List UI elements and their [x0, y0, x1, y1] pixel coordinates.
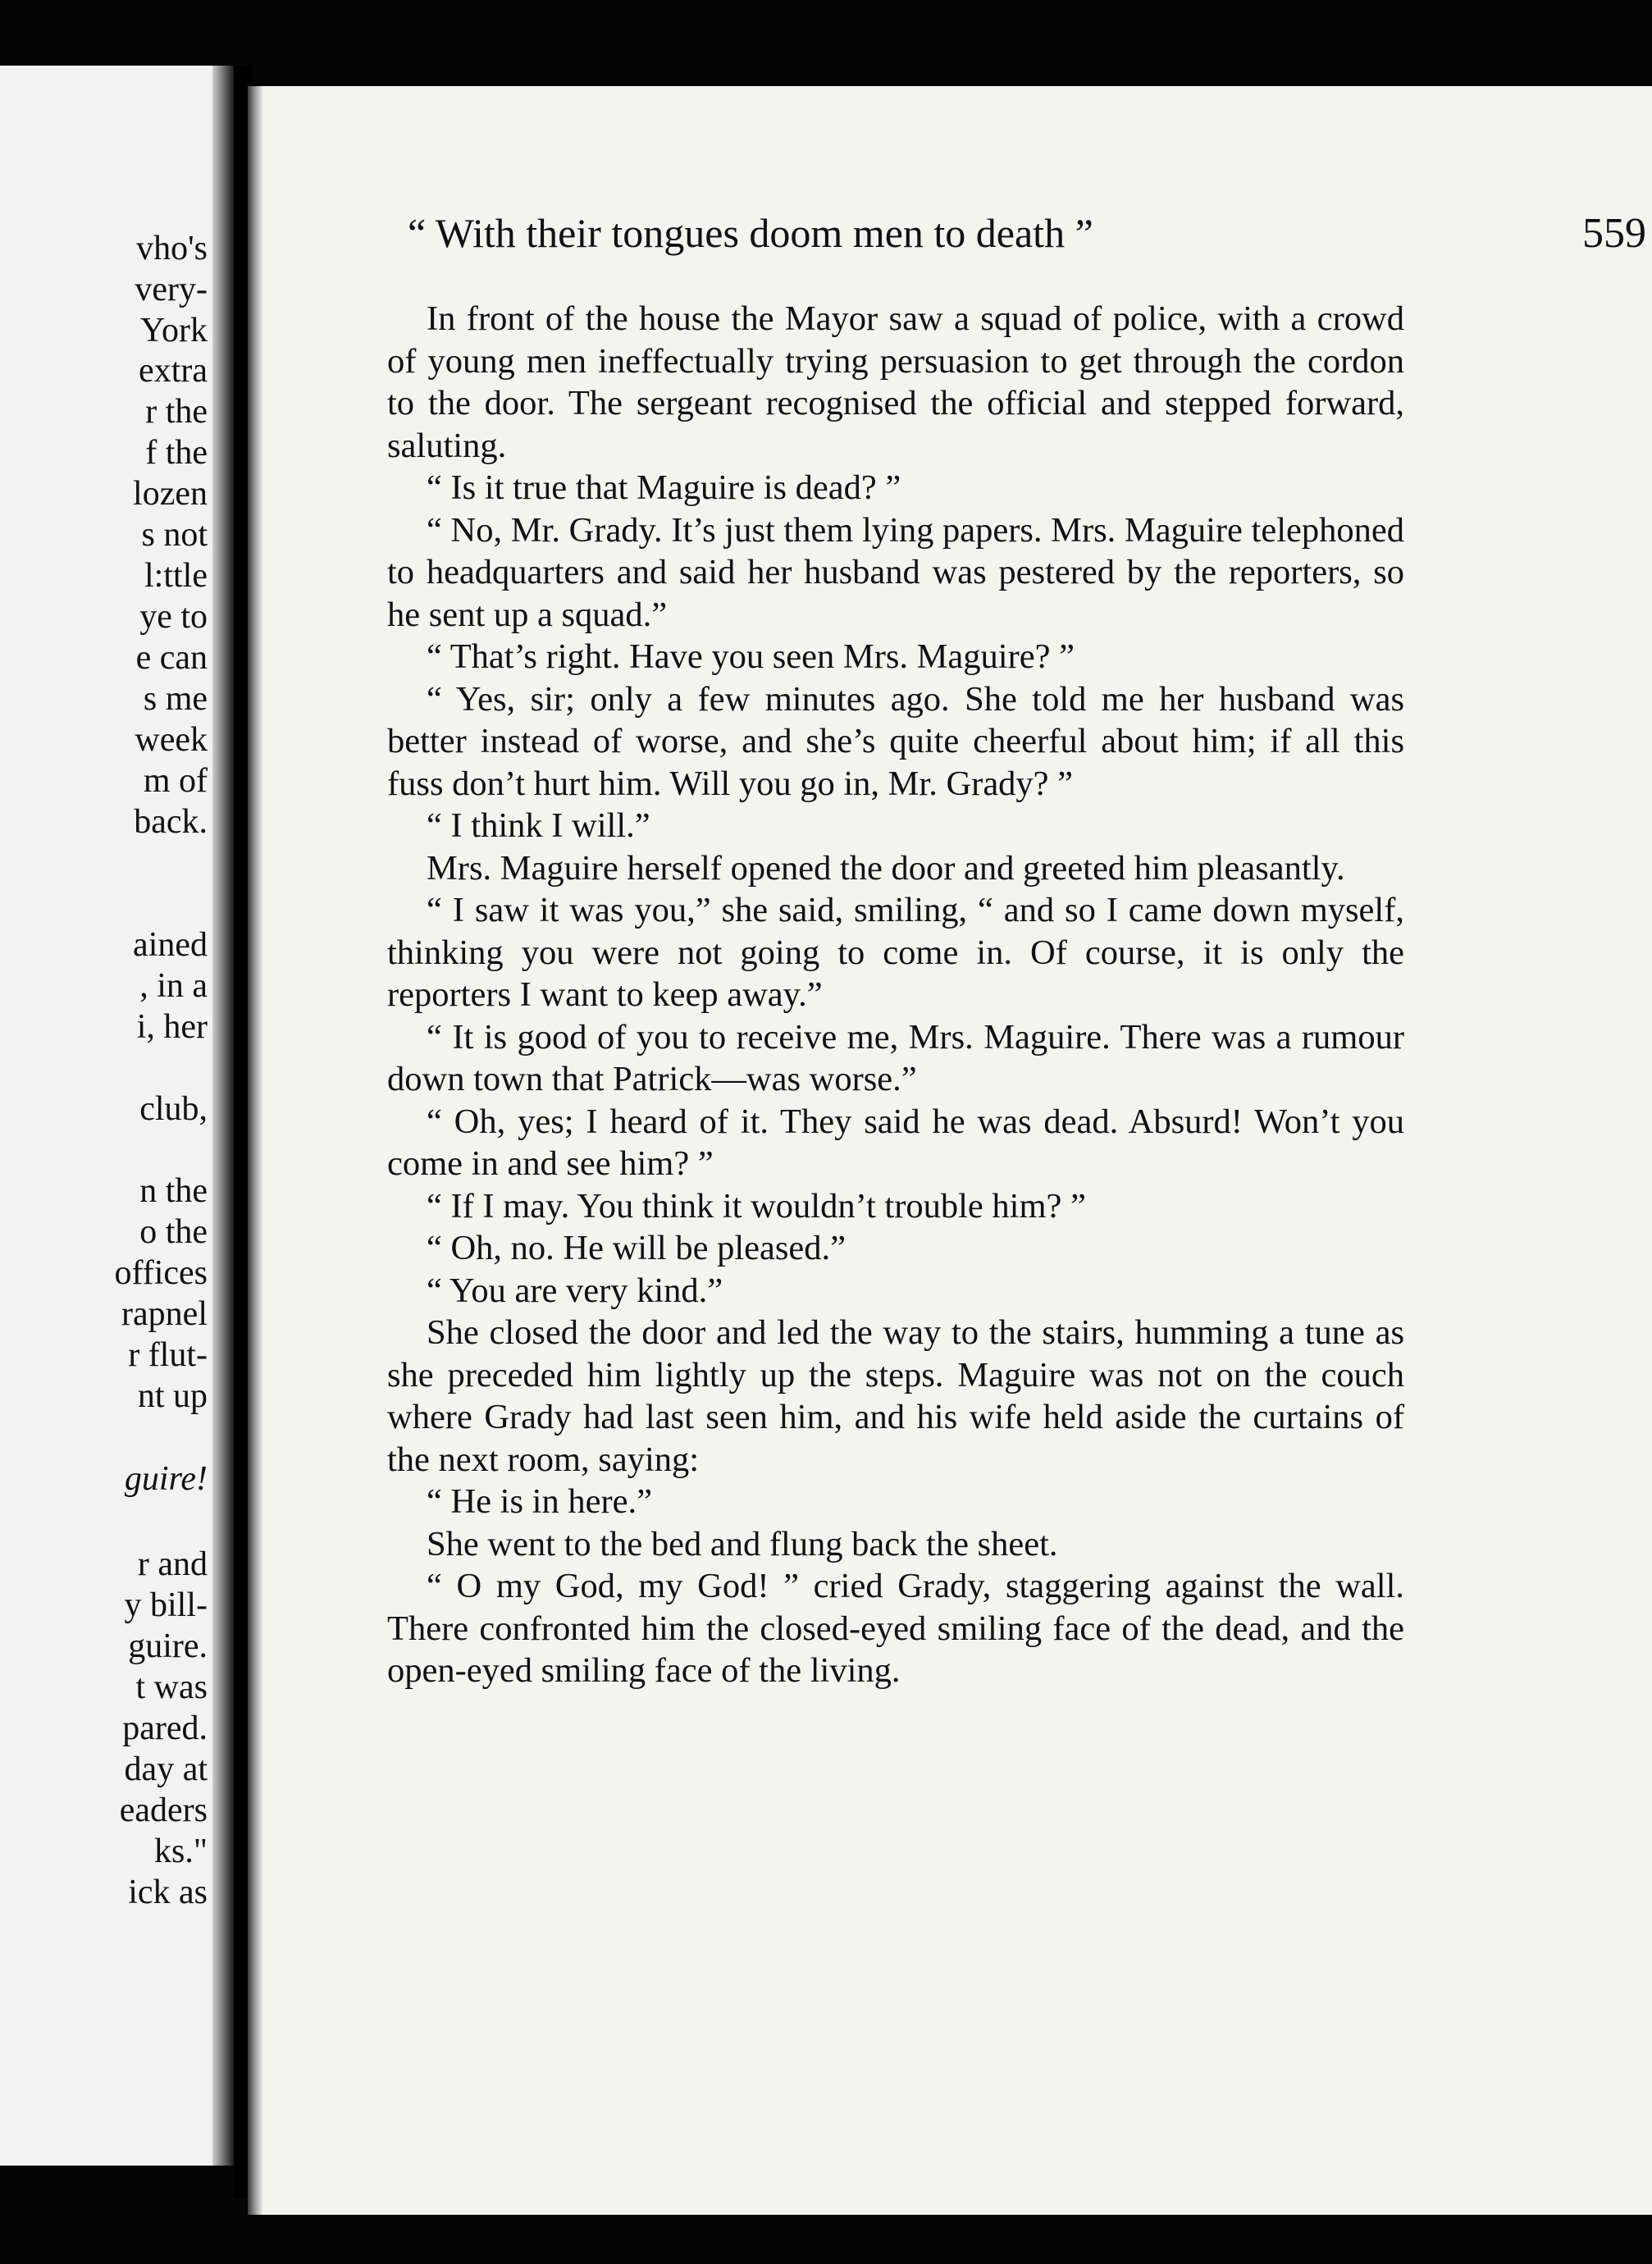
previous-page-fragment	[0, 66, 234, 2166]
paragraph: “ I think I will.”	[427, 806, 650, 845]
previous-page-line: e can	[135, 639, 208, 677]
running-head	[408, 209, 1646, 258]
paragraph: “ Oh, yes; I heard of it. They said he was dead. Absurd! Won’t you come in and see him? ”	[387, 1102, 1404, 1183]
previous-page-line: club,	[139, 1090, 208, 1128]
previous-page-line: y bill-	[124, 1586, 208, 1624]
gutter-shadow	[212, 66, 234, 2166]
previous-page-line: , in a	[139, 967, 208, 1005]
previous-page-line: r the	[145, 393, 208, 431]
current-page	[248, 86, 1652, 2215]
spine-shade	[248, 86, 262, 2215]
previous-page-line: vho's	[136, 230, 208, 267]
paragraph: “ No, Mr. Grady. It’s just them lying papers. Mrs. Maguire telephoned to headquarters and said her husband was pestered by the reporters, so he sent up a squad.”	[387, 510, 1404, 634]
previous-page-line: ained	[133, 926, 208, 964]
previous-page-line: nt up	[137, 1377, 208, 1415]
paragraph: “ O my God, my God! ” cried Grady, staggering against the wall. There confronted him the closed-eyed smiling face of the dead, and the open-eyed smiling face of the living.	[387, 1567, 1404, 1690]
paragraph: “ He is in here.”	[427, 1482, 652, 1521]
page-number: 559	[1582, 210, 1646, 257]
paragraph: “ If I may. You think it wouldn’t trouble him? ”	[427, 1186, 1086, 1226]
paragraph: “ Oh, no. He will be pleased.”	[427, 1229, 847, 1267]
previous-page-line: very-	[135, 271, 208, 308]
previous-page-line: s me	[143, 680, 208, 718]
previous-page-line: day at	[124, 1750, 208, 1788]
body-text	[387, 298, 1404, 1692]
paragraph: In front of the house the Mayor saw a squad of police, with a crowd of young men ineffectually trying persuasion to get through the cordon to the door. The sergeant recognised the official and stepped forward, saluting.	[387, 299, 1404, 465]
paragraph: “ It is good of you to receive me, Mrs. Maguire. There was a rumour down town that Patrick—was worse.”	[387, 1017, 1404, 1098]
previous-page-line: i, her	[136, 1008, 208, 1046]
previous-page-line: week	[135, 721, 208, 759]
previous-page-line: guire.	[128, 1627, 208, 1665]
running-head-title: “ With their tongues doom men to death ”	[408, 210, 1093, 256]
previous-page-line: r and	[137, 1545, 208, 1583]
previous-page-line: extra	[139, 352, 208, 390]
paragraph: “ That’s right. Have you seen Mrs. Maguire? ”	[427, 637, 1075, 676]
paragraph: “ I saw it was you,” she said, smiling, “ and so I came down myself, thinking you were not going to come in. Of course, it is only the reporters I want to keep away.”	[387, 891, 1404, 1014]
paragraph: “ Yes, sir; only a few minutes ago. She told me her husband was better instead of worse, and she’s quite cheerful about him; if all this fuss don’t hurt him. Will you go in, Mr. Grady? ”	[387, 679, 1404, 803]
previous-page-line: s not	[141, 516, 208, 554]
previous-page-line: o the	[139, 1213, 208, 1251]
previous-page-line: offices	[114, 1254, 208, 1292]
previous-page-line: l:ttle	[144, 557, 208, 595]
previous-page-line: n the	[139, 1172, 208, 1210]
previous-page-line: guire!	[124, 1460, 208, 1498]
previous-page-line: m of	[143, 762, 208, 800]
previous-page-line: ick as	[128, 1874, 208, 1911]
previous-page-line: eaders	[119, 1792, 208, 1829]
previous-page-line: r flut-	[128, 1336, 208, 1374]
paragraph: She closed the door and led the way to the stairs, humming a tune as she preceded him lightly up the steps. Maguire was not on the couch where Grady had last seen him, and his wife held aside the curtains of the next room, saying:	[387, 1313, 1404, 1479]
previous-page-line: lozen	[133, 475, 208, 513]
previous-page-line: ye to	[139, 598, 208, 636]
previous-page-line: f the	[145, 434, 208, 472]
previous-page-line: t was	[135, 1668, 208, 1706]
paragraph: Mrs. Maguire herself opened the door and greeted him pleasantly.	[427, 848, 1345, 888]
previous-page-line: back.	[134, 803, 208, 841]
paragraph: “ Is it true that Maguire is dead? ”	[427, 468, 901, 507]
previous-page-line: rapnel	[121, 1295, 208, 1333]
paragraph: She went to the bed and flung back the sheet.	[427, 1524, 1058, 1563]
previous-page-line: ks."	[154, 1833, 208, 1870]
previous-page-line: York	[139, 312, 208, 349]
paragraph: “ You are very kind.”	[427, 1271, 723, 1310]
previous-page-line: pared.	[122, 1709, 208, 1747]
